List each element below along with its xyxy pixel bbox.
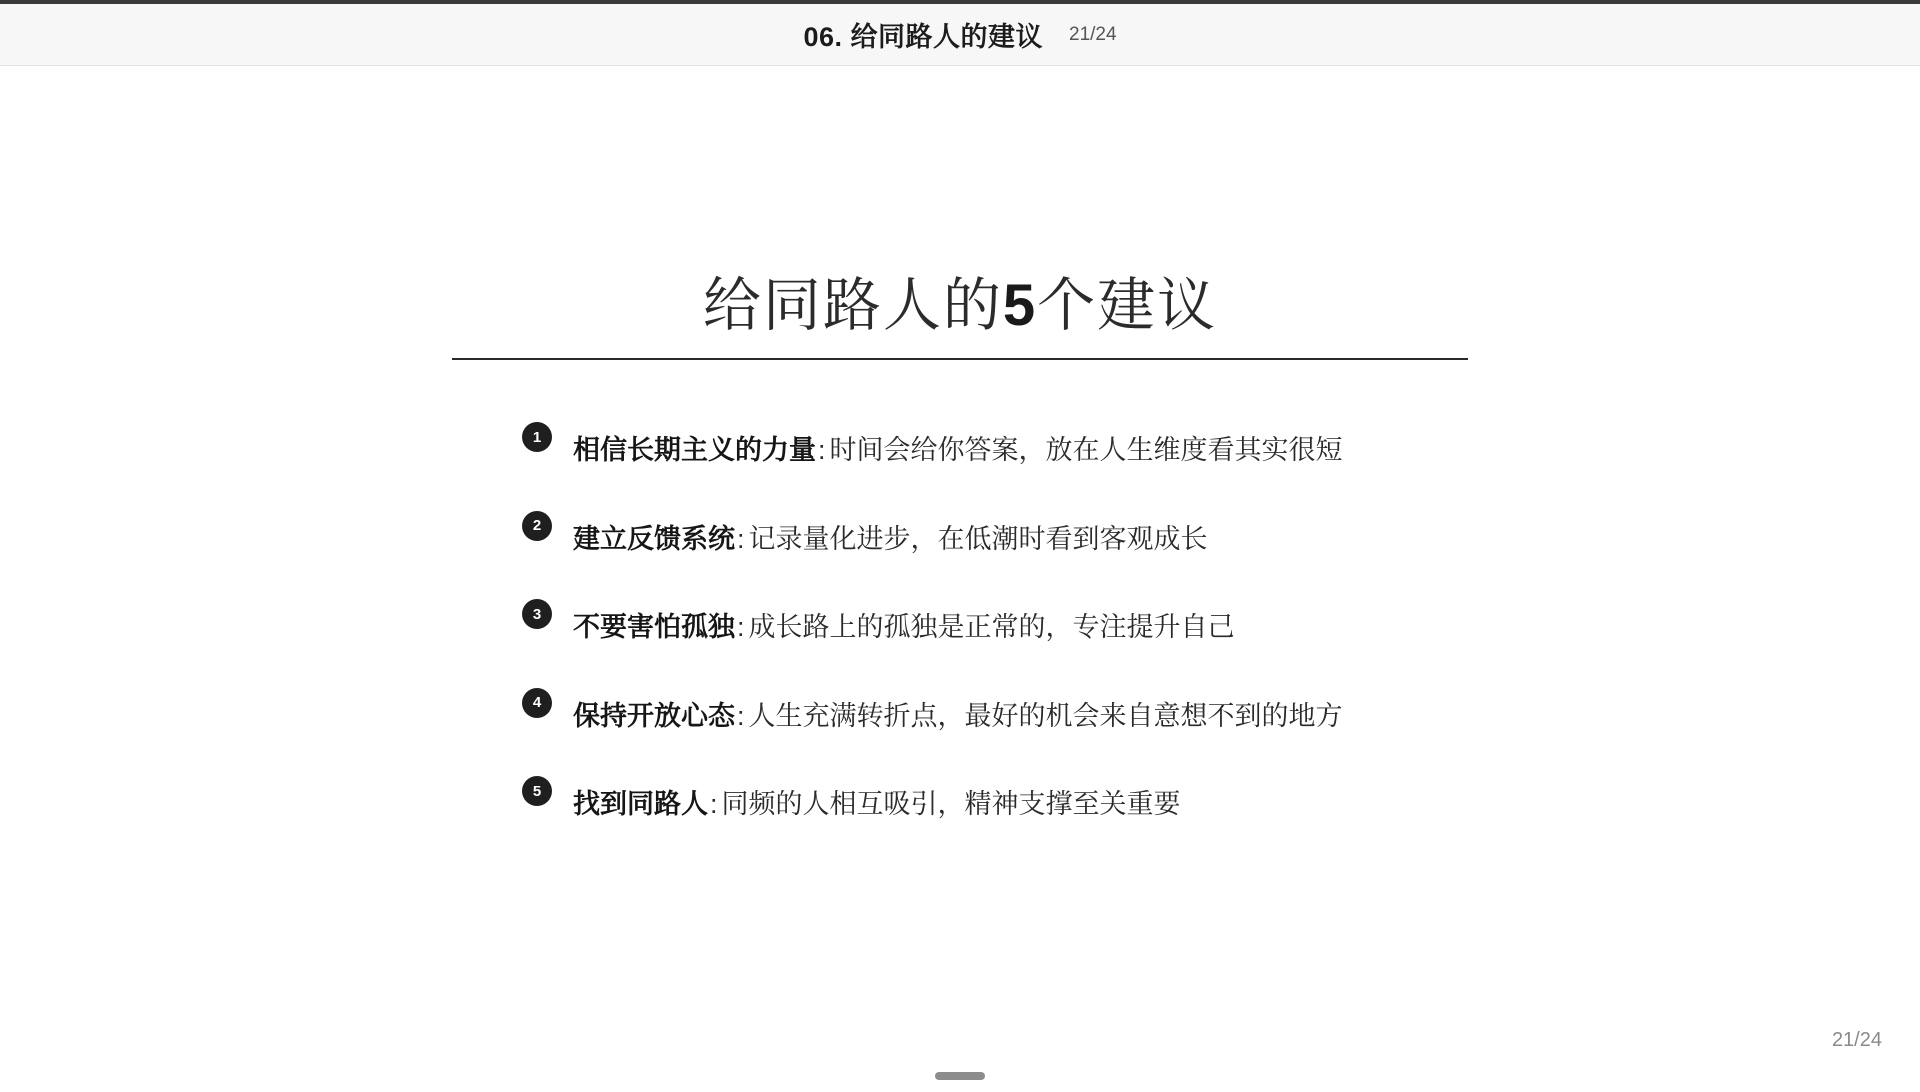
- title-divider: [452, 358, 1468, 360]
- advice-description: 人生充满转折点，最好的机会来自意想不到的地方: [748, 700, 1343, 731]
- section-title: 06. 给同路人的建议: [803, 22, 1043, 52]
- number-badge: 3: [522, 599, 552, 629]
- advice-separator: :: [710, 789, 718, 819]
- slide-title: [0, 258, 1920, 342]
- number-badge: 2: [522, 511, 552, 541]
- slide-title-prefix: 给同路人的: [702, 273, 1003, 338]
- advice-description: 时间会给你答案，放在人生维度看其实很短: [829, 435, 1343, 465]
- page-indicator: 21/24: [1831, 1029, 1882, 1051]
- advice-item: [522, 688, 1522, 777]
- advice-text: [573, 605, 1235, 644]
- advice-key: 建立反馈系统: [573, 523, 735, 554]
- number-badge: 4: [522, 688, 552, 718]
- advice-text: [573, 782, 1181, 821]
- advice-item: [522, 511, 1522, 600]
- advice-key: 找到同路人: [573, 789, 708, 819]
- advice-item: [522, 776, 1522, 865]
- advice-list: [522, 422, 1522, 865]
- advice-text: [573, 517, 1208, 556]
- slide-title-suffix: 个建议: [1037, 273, 1218, 338]
- advice-text: [573, 694, 1343, 733]
- advice-key: 相信长期主义的力量: [573, 435, 816, 465]
- advice-key: 不要害怕孤独: [573, 612, 735, 642]
- advice-text: [573, 428, 1343, 467]
- header-page-counter: 21/24: [1069, 23, 1117, 45]
- advice-item: [522, 599, 1522, 688]
- slide-header-bar: [0, 4, 1920, 66]
- bottom-drag-handle[interactable]: [935, 1072, 985, 1080]
- number-badge: 5: [522, 776, 552, 806]
- advice-item: [522, 422, 1522, 511]
- slide-canvas: [0, 66, 1920, 1092]
- advice-key: 保持开放心态: [573, 700, 735, 731]
- advice-separator: :: [737, 612, 745, 642]
- advice-description: 同频的人相互吸引，精神支撑至关重要: [721, 789, 1181, 819]
- number-badge: 1: [522, 422, 552, 452]
- advice-separator: :: [818, 435, 826, 465]
- slide-title-number: 5: [1002, 273, 1038, 338]
- advice-separator: :: [737, 700, 745, 731]
- advice-description: 成长路上的孤独是正常的，专注提升自己: [748, 612, 1235, 642]
- advice-separator: :: [737, 523, 745, 554]
- advice-description: 记录量化进步，在低潮时看到客观成长: [748, 523, 1208, 554]
